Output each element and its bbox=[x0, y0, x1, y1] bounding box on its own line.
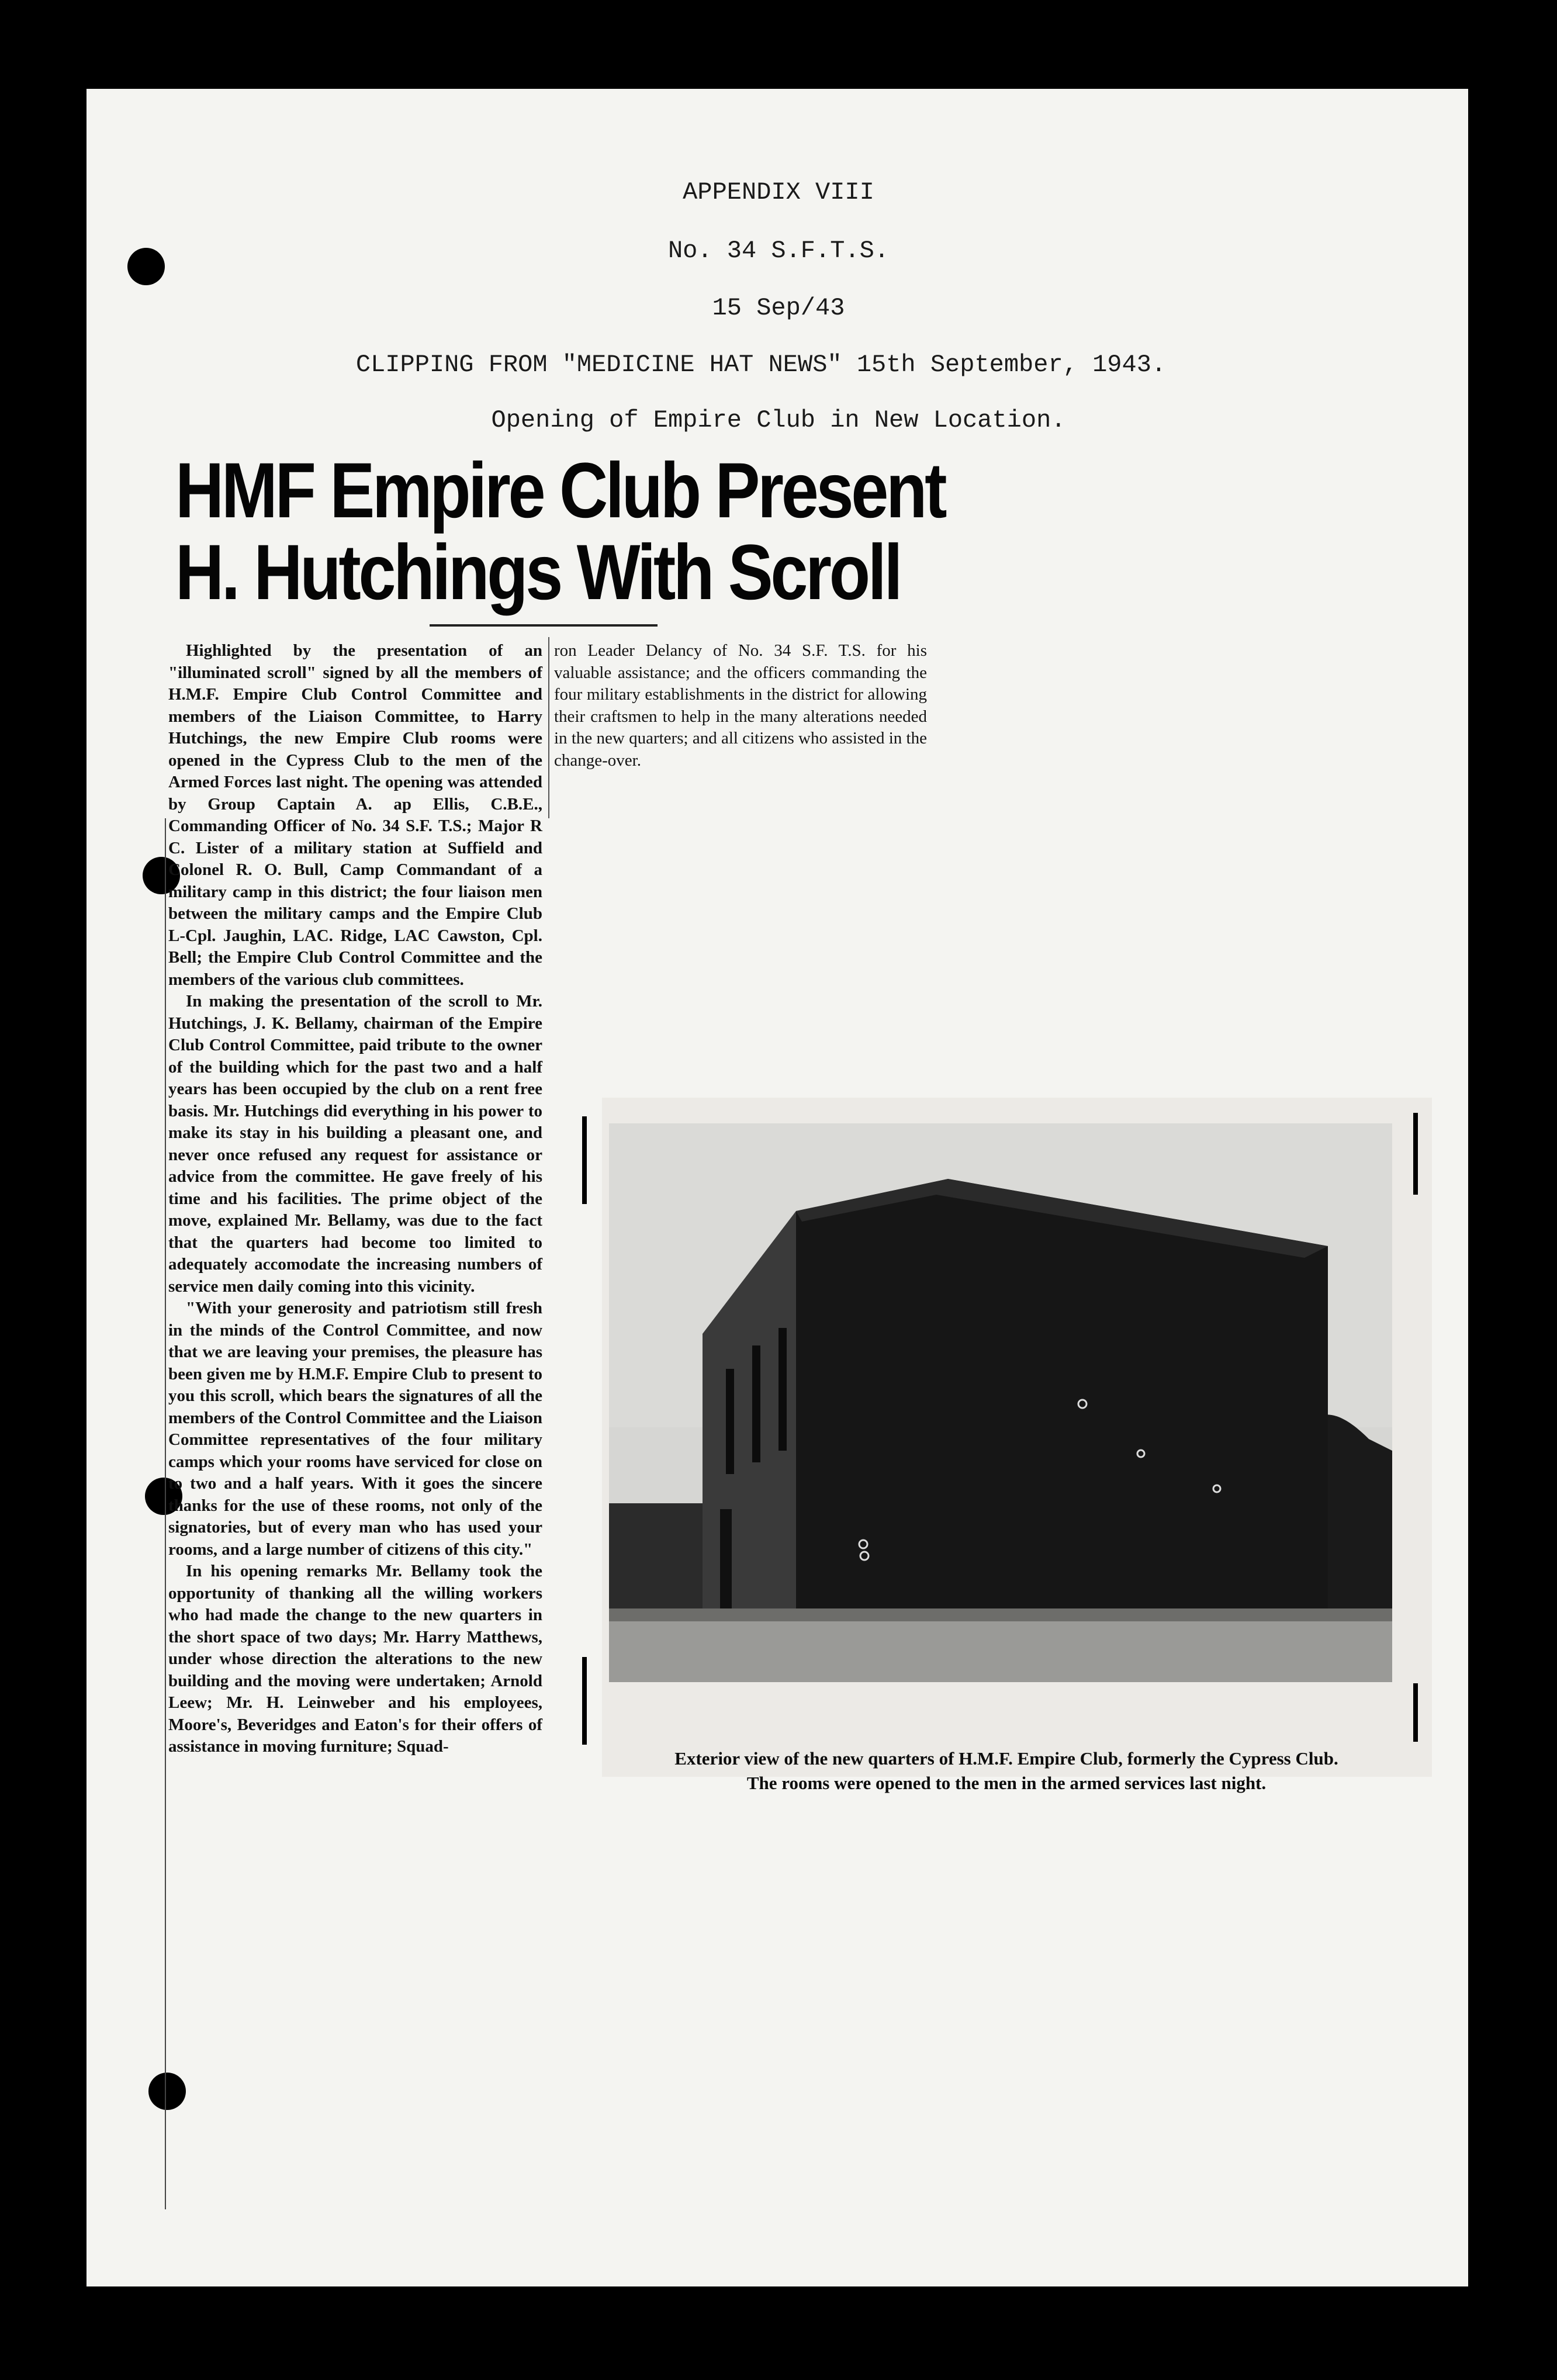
caption-line-2: The rooms were opened to the men in the armed services last night. bbox=[746, 1773, 1267, 1793]
source-label: CLIPPING FROM "MEDICINE HAT NEWS" 15th September, 1943. bbox=[355, 351, 1167, 379]
mount-mark bbox=[582, 1116, 587, 1204]
article-column-1 bbox=[168, 640, 542, 1758]
subject-label: Opening of Empire Club in New Location. bbox=[491, 406, 1066, 434]
mount-mark bbox=[1413, 1683, 1418, 1742]
article-column-2 bbox=[554, 640, 927, 772]
unit-label: No. 34 S.F.T.S. bbox=[667, 237, 890, 265]
article-paragraph-2: In making the presentation of the scroll to Mr. Hutchings, J. K. Bellamy, chairman of the Empire Club Control Committee, paid tribute to the owner of the building which for the past two and a half years has been occupied by the club on a rent free basis. Mr. Hutchings did everything in his power to make its stay in his building a pleasant one, and never once refused any request for assistance or advice from the committee. He gave freely of his time and his facilities. The prime object of the move, explained Mr. Bellamy, was due to the fact that the quarters had become too limited to adequately accomodate the increasing numbers of service men daily coming into this vicinity. bbox=[168, 992, 542, 1296]
caption-line-1: Exterior view of the new quarters of H.M.F. Empire Club, formerly the Cypress Club. bbox=[674, 1748, 1338, 1769]
photo-caption bbox=[568, 1746, 1445, 1796]
date-label: 15 Sep/43 bbox=[712, 294, 845, 322]
column-rule bbox=[548, 637, 549, 818]
article-headline bbox=[175, 447, 945, 616]
mount-mark bbox=[582, 1657, 587, 1745]
building-photo bbox=[609, 1123, 1392, 1682]
article-paragraph-1: Highlighted by the presentation of an "illuminated scroll" signed by all the members of H.M.F. Empire Club Control Committee and members of the Liaison Committee, to Harry Hutchings, the new Empire Club rooms were opened in the Cypress Club to the men of the Armed Forces last night. The opening was attended by Group Captain A. ap Ellis, C.B.E., Commanding Officer of No. 34 S.F. T.S.; Major R C. Lister of a military station at Suffield and Colonel R. O. Bull, Camp Commandant of a military camp in this district; the four liaison men between the military camps and the Empire Club L-Cpl. Jaughin, LAC. Ridge, LAC Cawston, Cpl. Bell; the Empire Club Control Committee and the members of the various club committees. bbox=[168, 641, 542, 989]
article-paragraph-5: ron Leader Delancy of No. 34 S.F. T.S. for his valuable assistance; and the officers commanding the four military establishments in the district for allowing their craftsmen to help in the many alterations needed in the new quarters; and all citizens who assisted in the change-over. bbox=[554, 641, 927, 770]
headline-line-2: H. Hutchings With Scroll bbox=[175, 529, 901, 616]
headline-line-1: HMF Empire Club Present bbox=[175, 447, 945, 534]
article-paragraph-3: "With your generosity and patriotism still fresh in the minds of the Control Committee, and now that we are leaving your premises, the pleasure has been given me by H.M.F. Empire Club to present to you this scroll, which bears the signatures of all the members of the Control Committee and the Liaison Committee representatives of the four military camps which your rooms have serviced for close on to two and a half years. With it goes the sincere thanks for the use of these rooms, not only of the signatories, but of every man who has used your rooms, and a large number of citizens of this city." bbox=[168, 1299, 542, 1559]
mount-mark bbox=[1413, 1113, 1418, 1195]
appendix-label: APPENDIX VIII bbox=[683, 178, 874, 206]
headline-rule bbox=[430, 624, 658, 627]
building-photo-image bbox=[609, 1123, 1392, 1682]
article-paragraph-4: In his opening remarks Mr. Bellamy took the opportunity of thanking all the willing workers who had made the change to the new quarters in the short space of two days; Mr. Harry Matthews, under whose direction the alterations to the new building and the moving were undertaken; Arnold Leew; Mr. H. Leinweber and his employees, Moore's, Beveridges and Eaton's for their offers of assistance in moving furniture; Squad- bbox=[168, 1562, 542, 1756]
clipping-edge bbox=[165, 818, 166, 2209]
